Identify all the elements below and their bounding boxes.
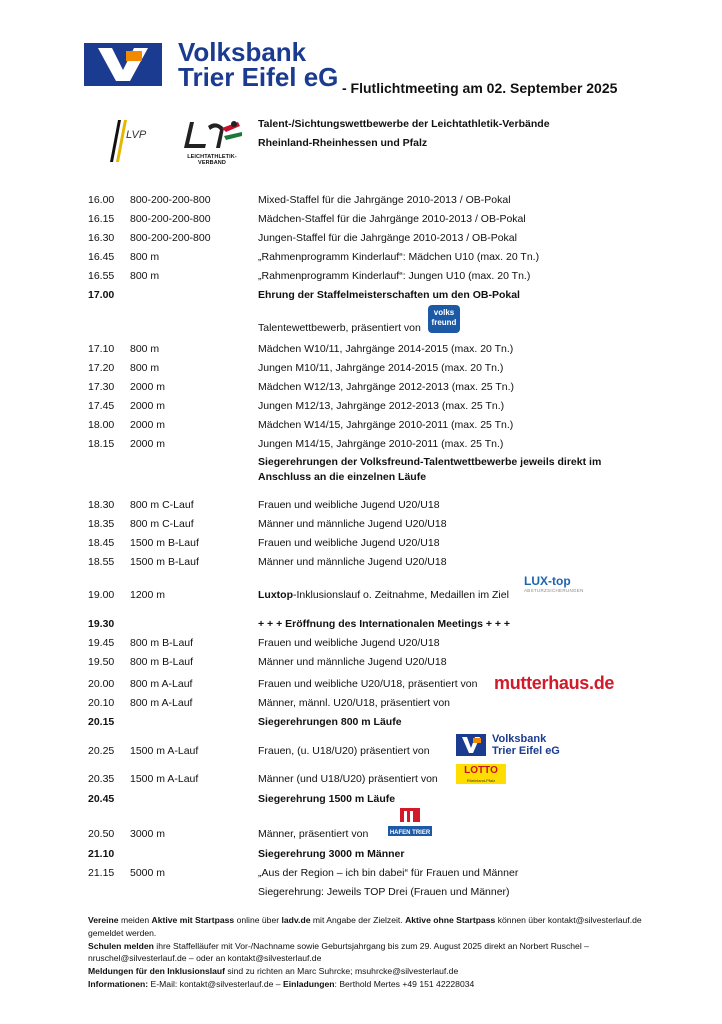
row-time: 20.50 — [88, 828, 115, 840]
schedule-row — [0, 267, 722, 285]
schedule-row — [0, 790, 722, 808]
row-description: Mädchen-Staffel für die Jahrgänge 2010-2013 / OB-Pokal — [258, 213, 526, 225]
schedule-row — [0, 586, 722, 604]
row-distance: 1500 m B-Lauf — [130, 537, 199, 549]
luxtop-logo-text: LUX-top — [524, 574, 571, 588]
row-time: 18.45 — [88, 537, 115, 549]
schedule-row — [0, 845, 722, 863]
schedule-row — [0, 742, 722, 760]
row-description: Frauen und weibliche Jugend U20/U18 — [258, 637, 440, 649]
row-description: Talentewettbewerb, präsentiert von — [258, 322, 421, 334]
row-description — [258, 586, 509, 604]
row-distance: 800 m — [130, 362, 160, 374]
row-description-bold: Luxtop — [258, 589, 293, 601]
row-distance: 5000 m — [130, 867, 166, 879]
schedule-row — [0, 191, 722, 209]
lotto-logo-subtext: Rheinland-Pfalz — [466, 778, 496, 783]
schedule-row — [0, 340, 722, 358]
row-time: 16.00 — [88, 194, 115, 206]
row-distance: 2000 m — [130, 381, 166, 393]
row-time: 20.45 — [88, 793, 115, 805]
schedule-row — [0, 553, 722, 571]
row-description: Frauen und weibliche U20/U18, präsentiert von — [258, 678, 478, 690]
schedule-row — [0, 378, 722, 396]
lvp-logo-text: LVP — [126, 129, 147, 141]
schedule-row — [0, 694, 722, 712]
row-time: 20.35 — [88, 773, 115, 785]
row-description: Männer und männliche Jugend U20/U18 — [258, 556, 447, 568]
lotto-logo-text: LOTTO — [464, 765, 498, 776]
schedule-row — [0, 713, 722, 731]
row-description: Ehrung der Staffelmeisterschaften um den OB-Pokal — [258, 289, 520, 301]
row-description: Mädchen W10/11, Jahrgänge 2014-2015 (max. 20 Tn.) — [258, 343, 514, 355]
bank-name-line2: Trier Eifel eG — [178, 62, 339, 92]
row-time: 20.15 — [88, 716, 115, 728]
row-distance: 800 m C-Lauf — [130, 518, 194, 530]
row-description: Männer, männl. U20/U18, präsentiert von — [258, 697, 451, 709]
sub-header-line2: Rheinland-Rheinhessen und Pfalz — [258, 137, 428, 149]
row-description: Frauen, (u. U18/U20) präsentiert von — [258, 745, 430, 757]
row-description: Mädchen W14/15, Jahrgänge 2010-2011 (max. 25 Tn.) — [258, 419, 514, 431]
row-time: 17.20 — [88, 362, 115, 374]
schedule-row — [0, 825, 722, 843]
row-distance: 1200 m — [130, 589, 166, 601]
schedule-row — [0, 653, 722, 671]
row-description: Mixed-Staffel für die Jahrgänge 2010-2013 / OB-Pokal — [258, 194, 511, 206]
row-distance: 2000 m — [130, 438, 166, 450]
row-time: 21.15 — [88, 867, 115, 879]
row-time: 18.00 — [88, 419, 115, 431]
footer-line-schools: Schulen melden ihre Staffelläufer mit Vor-/Nachname sowie Geburtsjahrgang bis zum 29. August 2025 direkt an Norbert Ruschel – nruschel@silvesterlauf.de – oder an kontakt@silvesterlauf.de — [88, 940, 589, 964]
llv-logo-icon — [176, 118, 248, 168]
row-time: 19.50 — [88, 656, 115, 668]
volksfreund-logo-line2: freund — [431, 318, 457, 327]
luxtop-logo-subtext: ABSTURZSICHERUNGEN — [524, 588, 584, 593]
row-distance: 2000 m — [130, 419, 166, 431]
row-description: Siegerehrung 3000 m Männer — [258, 848, 405, 860]
meeting-title: - Flutlichtmeeting am 02. September 2025 — [342, 80, 618, 96]
row-description-rest: -Inklusionslauf o. Zeitnahme, Medaillen im Ziel — [293, 589, 509, 601]
row-time: 18.35 — [88, 518, 115, 530]
schedule-row — [0, 515, 722, 533]
row-time: 16.30 — [88, 232, 115, 244]
row-time: 19.30 — [88, 618, 115, 630]
row-distance: 1500 m A-Lauf — [130, 773, 199, 785]
row-distance: 800 m — [130, 251, 160, 263]
row-distance: 800 m A-Lauf — [130, 678, 193, 690]
schedule-row — [0, 634, 722, 652]
row-time: 18.55 — [88, 556, 115, 568]
schedule-row — [0, 210, 722, 228]
footer-notes — [88, 914, 648, 991]
schedule-row — [0, 496, 722, 514]
row-description: Männer, präsentiert von — [258, 828, 369, 840]
row-description: Frauen und weibliche Jugend U20/U18 — [258, 499, 440, 511]
row-distance: 800 m B-Lauf — [130, 637, 194, 649]
row-distance: 800 m — [130, 270, 160, 282]
schedule-row — [0, 864, 722, 882]
schedule-row — [0, 397, 722, 415]
row-description: Jungen M14/15, Jahrgänge 2010-2011 (max. 25 Tn.) — [258, 438, 504, 450]
row-time: 16.15 — [88, 213, 115, 225]
row-time: 18.15 — [88, 438, 115, 450]
row-distance: 800 m A-Lauf — [130, 697, 193, 709]
row-distance: 800 m B-Lauf — [130, 656, 194, 668]
row-time: 16.55 — [88, 270, 115, 282]
row-time: 17.10 — [88, 343, 115, 355]
row-time: 19.00 — [88, 589, 115, 601]
row-distance: 2000 m — [130, 400, 166, 412]
row-description: Frauen und weibliche Jugend U20/U18 — [258, 537, 440, 549]
row-description: Männer (und U18/U20) präsentiert von — [258, 773, 438, 785]
schedule-row — [0, 359, 722, 377]
row-description: Jungen M12/13, Jahrgänge 2012-2013 (max. 25 Tn.) — [258, 400, 505, 412]
schedule-row — [0, 883, 722, 901]
footer-line-registration: Vereine meiden Aktive mit Startpass online über ladv.de mit Angabe der Zielzeit. Aktive ohne Startpass können über kontakt@silvesterlauf.de gemeldet werden. — [88, 915, 642, 938]
row-distance: 800-200-200-800 — [130, 213, 211, 225]
volksfreund-logo-line1: volks — [433, 308, 455, 317]
row-distance: 800-200-200-800 — [130, 232, 211, 244]
llv-logo-caption: LEICHTATHLETIK-VERBAND — [187, 154, 237, 166]
row-description: Siegerehrung 1500 m Läufe — [258, 793, 396, 805]
row-description: „Rahmenprogramm Kinderlauf“: Jungen U10 (max. 20 Tn.) — [258, 270, 531, 282]
row-time: 17.45 — [88, 400, 115, 412]
schedule-row — [0, 229, 722, 247]
volksfreund-logo-icon — [428, 305, 460, 333]
row-distance: 1500 m A-Lauf — [130, 745, 199, 757]
row-time: 20.00 — [88, 678, 115, 690]
row-description: Jungen-Staffel für die Jahrgänge 2010-2013 / OB-Pokal — [258, 232, 517, 244]
row-description: Mädchen W12/13, Jahrgänge 2012-2013 (max. 25 Tn.) — [258, 381, 515, 393]
row-time: 17.00 — [88, 289, 115, 301]
row-time: 16.45 — [88, 251, 115, 263]
row-time: 17.30 — [88, 381, 115, 393]
row-description: Siegerehrung: Jeweils TOP Drei (Frauen und Männer) — [258, 886, 510, 898]
schedule-row — [0, 319, 722, 337]
hafen-trier-logo-text: HAFEN TRIER — [389, 830, 431, 836]
row-description: + + + Eröffnung des Internationalen Meetings + + + — [258, 618, 511, 630]
schedule-row — [0, 615, 722, 633]
row-description: Männer und männliche Jugend U20/U18 — [258, 518, 447, 530]
bank-name — [178, 37, 339, 92]
volksbank-sponsor-line2: Trier Eifel eG — [492, 745, 560, 757]
lvp-logo-icon — [106, 118, 156, 164]
schedule-row — [0, 534, 722, 552]
row-distance: 3000 m — [130, 828, 166, 840]
row-time: 19.45 — [88, 637, 115, 649]
talent-note: Siegerehrungen der Volksfreund-Talentwettbewerbe jeweils direkt im Anschluss an die einzelnen Läufe — [258, 456, 602, 483]
sub-header-line1: Talent-/Sichtungswettbewerbe der Leichtathletik-Verbände — [258, 118, 550, 130]
schedule-row — [0, 248, 722, 266]
mutterhaus-logo-icon: mutterhaus.de — [494, 673, 615, 693]
footer-line-info: Informationen: E-Mail: kontakt@silvesterlauf.de – Einladungen: Berthold Mertes +49 151 42228034 — [88, 978, 475, 989]
schedule-row — [0, 416, 722, 434]
schedule-row — [0, 286, 722, 304]
row-description: Männer und männliche Jugend U20/U18 — [258, 656, 447, 668]
row-description: „Rahmenprogramm Kinderlauf“: Mädchen U10 (max. 20 Tn.) — [258, 251, 540, 263]
row-time: 20.25 — [88, 745, 115, 757]
row-description: Siegerehrungen 800 m Läufe — [258, 716, 402, 728]
bank-name-line1: Volksbank — [178, 37, 307, 67]
row-description: Jungen M10/11, Jahrgänge 2014-2015 (max. 20 Tn.) — [258, 362, 504, 374]
volksbank-logo-icon — [84, 43, 162, 86]
schedule-row — [0, 770, 722, 788]
footer-line-inclusion: Meldungen für den Inklusionslauf sind zu richten an Marc Suhrcke; msuhrcke@silvesterlauf.de — [88, 966, 459, 977]
row-time: 20.10 — [88, 697, 115, 709]
schedule-row — [0, 435, 722, 453]
row-time: 21.10 — [88, 848, 115, 860]
row-distance: 800 m C-Lauf — [130, 499, 194, 511]
row-distance: 800-200-200-800 — [130, 194, 211, 206]
row-distance: 800 m — [130, 343, 160, 355]
row-description: „Aus der Region – ich bin dabei“ für Frauen und Männer — [258, 867, 519, 879]
volksbank-sponsor-line1: Volksbank — [492, 733, 547, 745]
sub-header — [258, 115, 550, 153]
row-time: 18.30 — [88, 499, 115, 511]
row-distance: 1500 m B-Lauf — [130, 556, 199, 568]
